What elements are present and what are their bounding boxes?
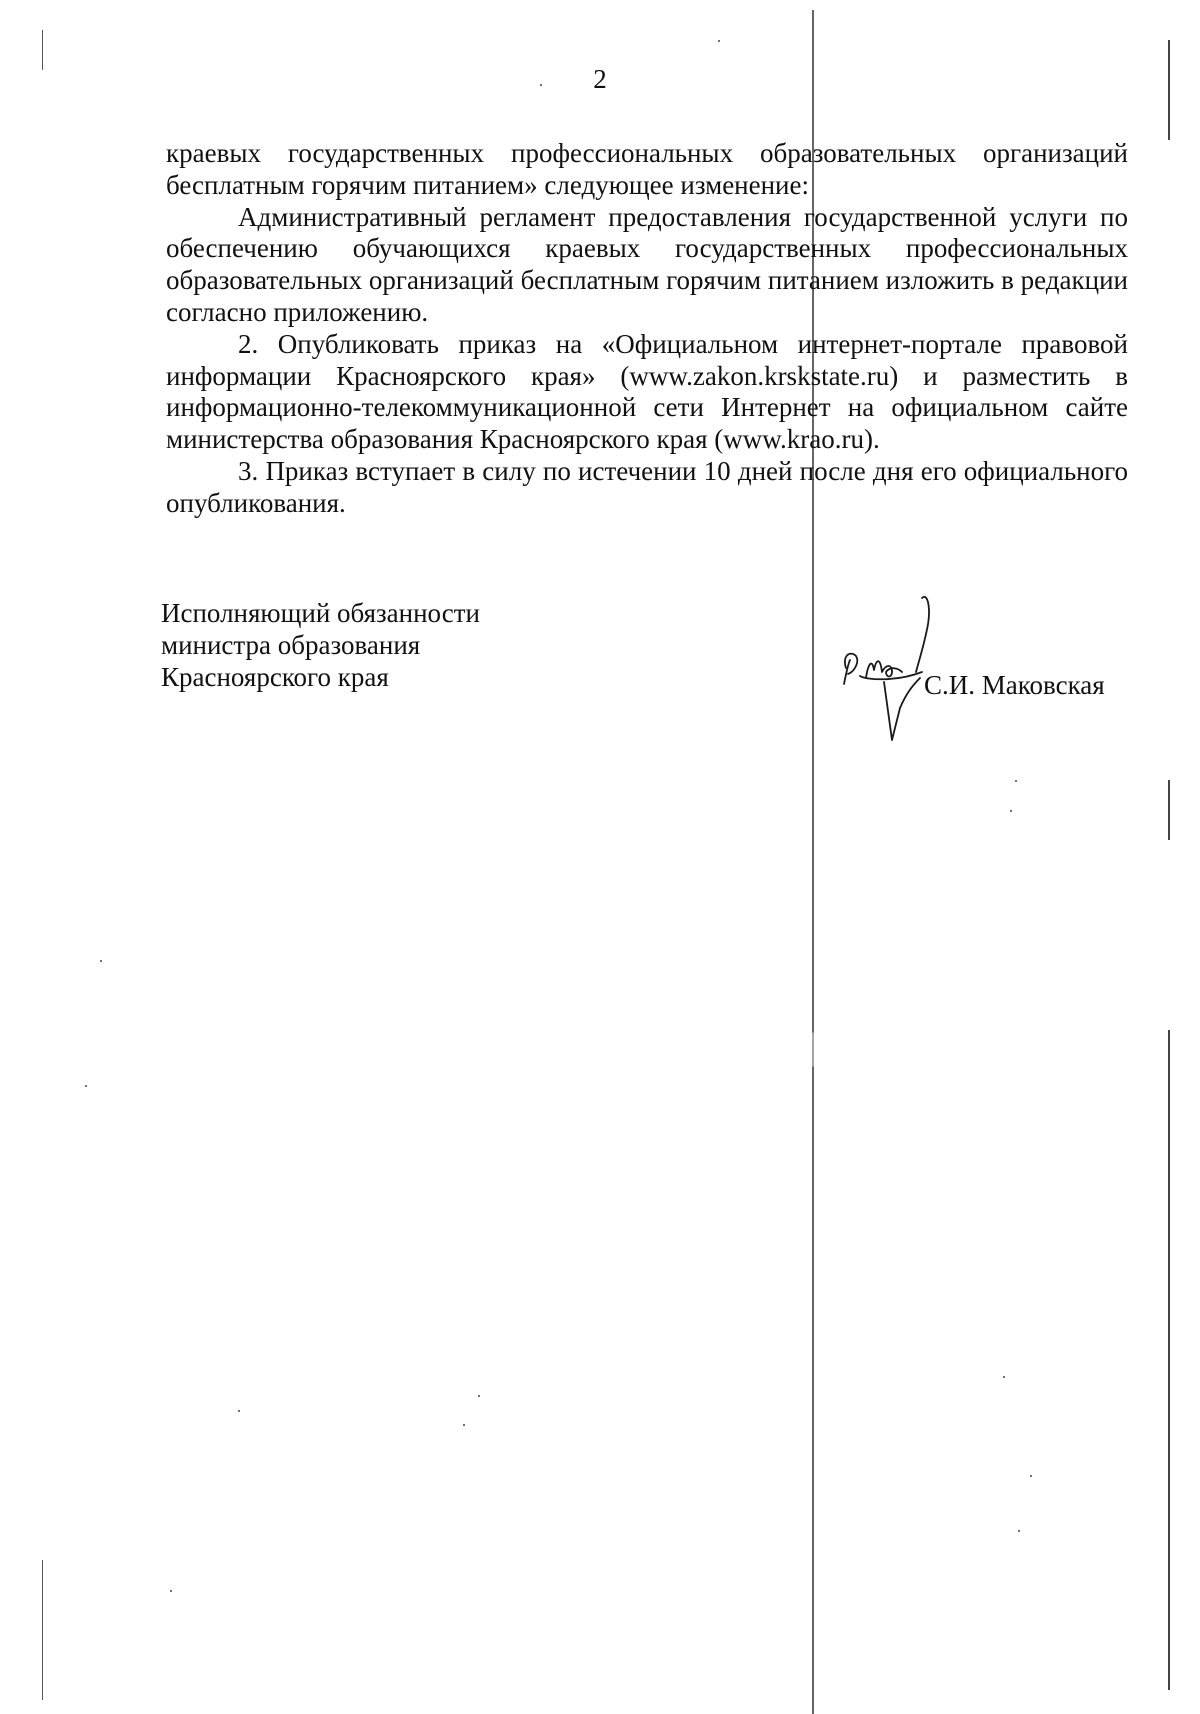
signatory-position-line: Исполняющий обязанности (161, 598, 480, 628)
scan-speck (238, 1410, 240, 1412)
scan-speck (1030, 1475, 1032, 1477)
paragraph-continuation: краевых государственных профессиональных образовательных организаций бесплатным горячим питанием» следующее изменение: (166, 138, 1128, 200)
scan-speck (85, 1085, 87, 1087)
signatory-position (161, 597, 661, 693)
scan-speck (170, 1590, 172, 1592)
scan-edge-mark (42, 1560, 43, 1700)
signatory-position-line: министра образования (161, 630, 421, 660)
scan-speck (1018, 1530, 1020, 1532)
signatory-name: С.И. Маковская (924, 670, 1105, 700)
scan-speck (718, 40, 720, 42)
page-number: 2 (593, 64, 607, 94)
signatory-position-line: Красноярского края (161, 662, 389, 692)
scan-edge-mark (1168, 1030, 1170, 1690)
scan-speck (1015, 780, 1017, 782)
document-body (166, 138, 1128, 520)
paragraph-item-3: 3. Приказ вступает в силу по истечении 10 дней после дня его официального опубликования. (166, 455, 1128, 518)
scan-speck (100, 960, 102, 962)
scan-speck (463, 1424, 465, 1426)
paragraph-regulation: Административный регламент предоставления государственной услуги по обеспечению обучающихся краевых государственных профессиональных образовательных организаций бесплатным горячим питанием изложить в редакции согласно приложению. (166, 201, 1128, 327)
scan-speck (1003, 1376, 1005, 1378)
scan-edge-mark (1168, 780, 1170, 840)
paragraph-item-2: 2. Опубликовать приказ на «Официальном интернет-портале правовой информации Красноярского края» (www.zakon.krskstate.ru) и разместить в информационно-телекоммуникационной сети Интернет на официальном сайте министерства образования Красноярского края (www.krao.ru). (166, 328, 1128, 455)
scan-speck (478, 1395, 480, 1397)
scan-speck (1010, 810, 1012, 812)
